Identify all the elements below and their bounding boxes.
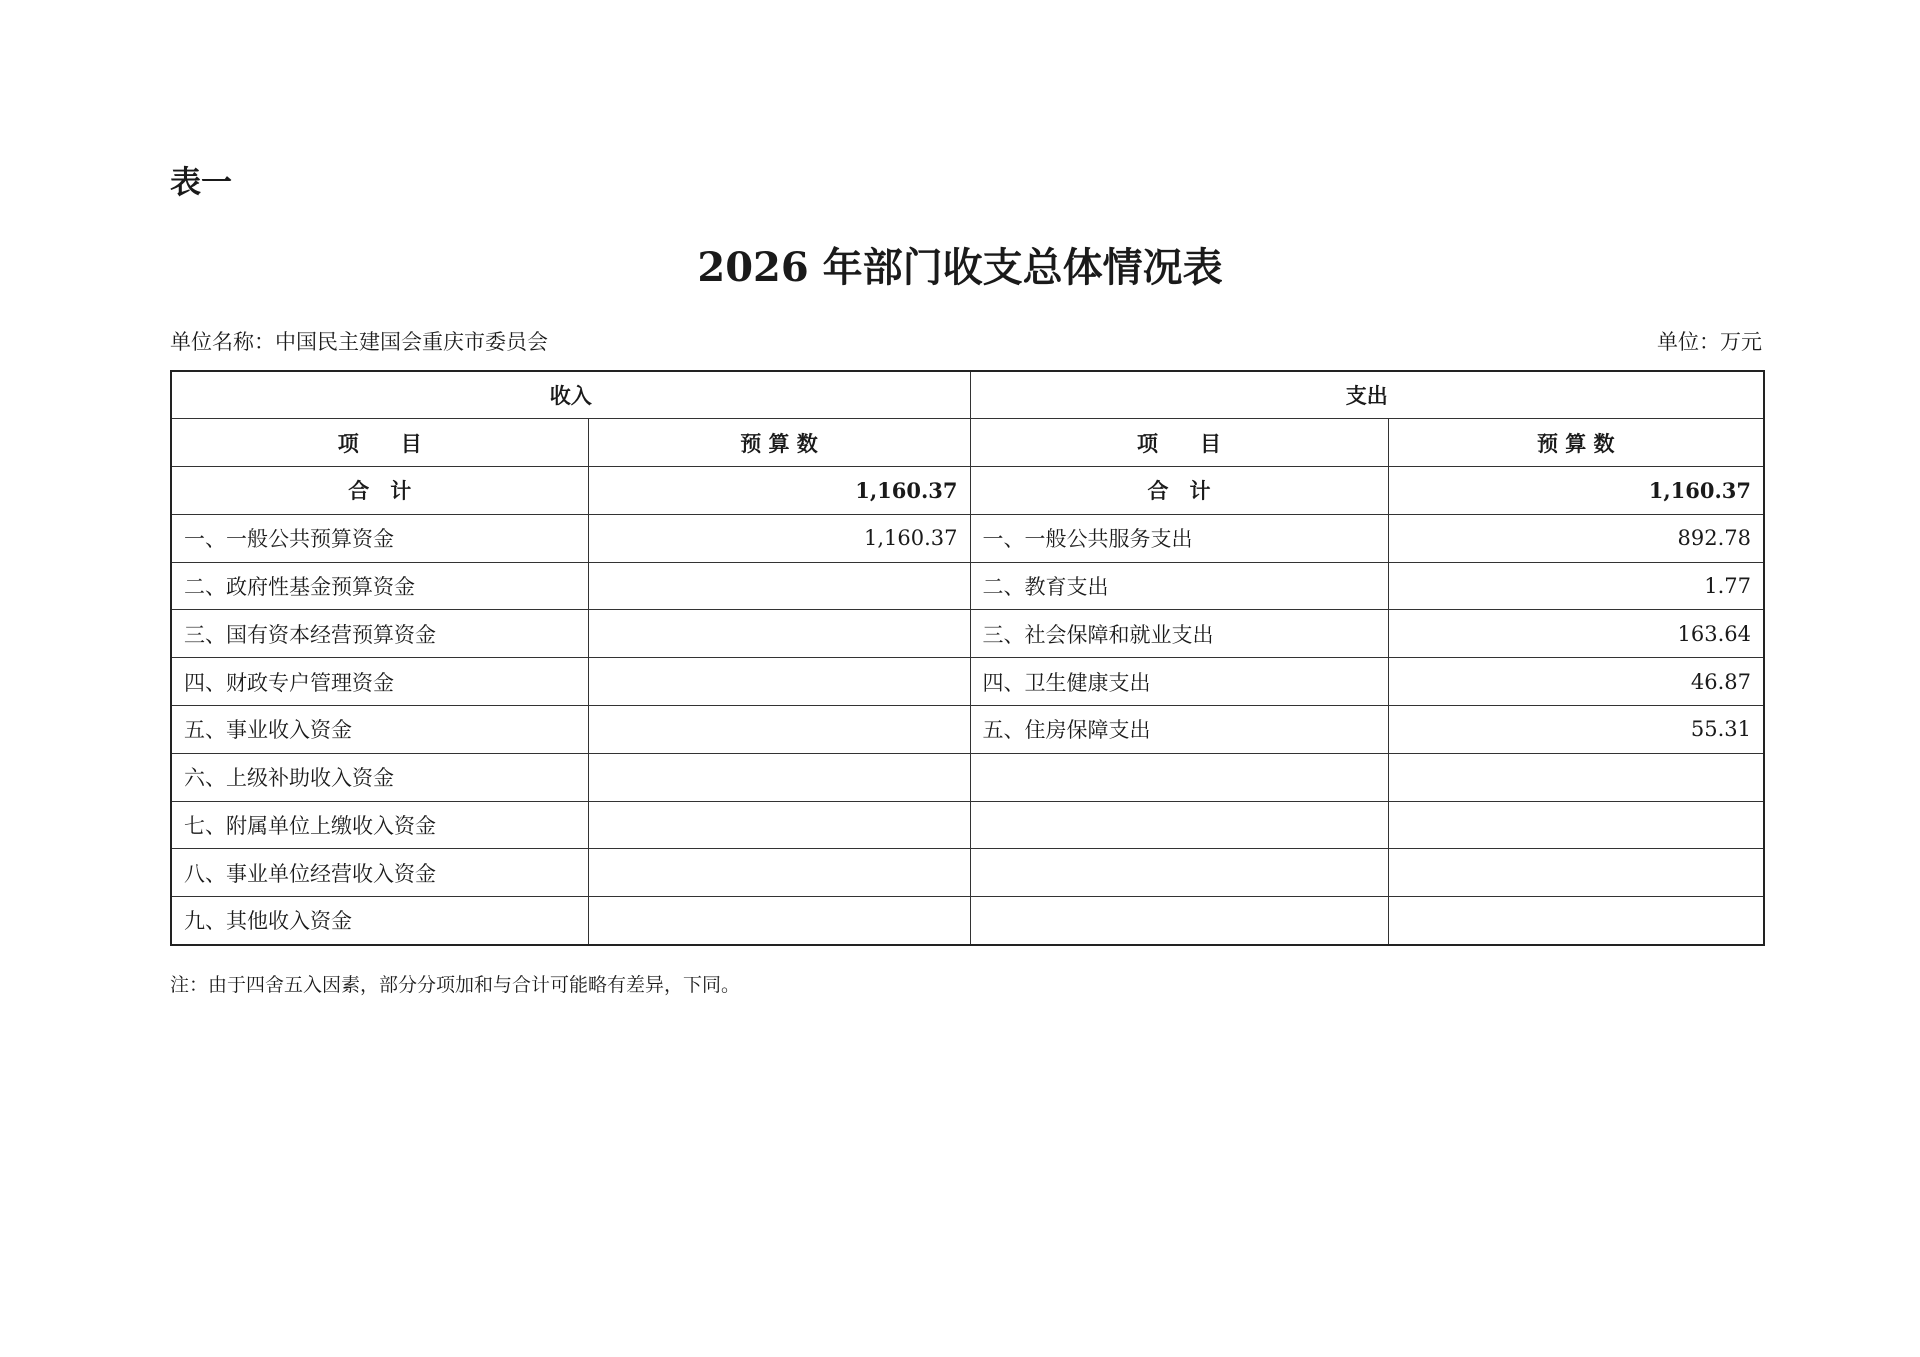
income-item: 一、一般公共预算资金 [171, 514, 588, 562]
expense-total-label: 合 计 [970, 467, 1388, 515]
expense-value: 55.31 [1388, 706, 1764, 754]
expense-total-value: 1,160.37 [1388, 467, 1764, 515]
income-value [588, 658, 970, 706]
expense-item-header: 项 目 [970, 419, 1388, 467]
expense-value: 163.64 [1388, 610, 1764, 658]
total-row [171, 467, 1764, 515]
expense-item [970, 753, 1388, 801]
expense-item [970, 801, 1388, 849]
currency-unit: 单位：万元 [1657, 330, 1762, 354]
expense-value: 1.77 [1388, 562, 1764, 610]
expense-value [1388, 753, 1764, 801]
income-value [588, 897, 970, 945]
expense-item: 一、一般公共服务支出 [970, 514, 1388, 562]
expense-item [970, 849, 1388, 897]
income-value [588, 801, 970, 849]
income-total-value: 1,160.37 [588, 467, 970, 515]
income-item: 七、附属单位上缴收入资金 [171, 801, 588, 849]
income-value [588, 849, 970, 897]
income-item: 二、政府性基金预算资金 [171, 562, 588, 610]
expense-value [1388, 801, 1764, 849]
expense-item [970, 897, 1388, 945]
footnote: 注：由于四舍五入因素，部分分项加和与合计可能略有差异，下同。 [170, 974, 741, 996]
income-budget-header: 预 算 数 [588, 419, 970, 467]
income-total-label: 合 计 [171, 467, 588, 515]
income-header: 收入 [171, 371, 970, 419]
table-row [171, 897, 1764, 945]
expense-item: 二、教育支出 [970, 562, 1388, 610]
expense-item: 三、社会保障和就业支出 [970, 610, 1388, 658]
expense-value: 46.87 [1388, 658, 1764, 706]
table-row [171, 753, 1764, 801]
income-value [588, 753, 970, 801]
table-row [171, 849, 1764, 897]
table-number-label: 表一 [170, 165, 232, 201]
income-item: 九、其他收入资金 [171, 897, 588, 945]
income-item: 四、财政专户管理资金 [171, 658, 588, 706]
table-row [171, 514, 1764, 562]
expense-budget-header: 预 算 数 [1388, 419, 1764, 467]
expense-header: 支出 [970, 371, 1764, 419]
income-value [588, 610, 970, 658]
expense-value [1388, 897, 1764, 945]
table-row [171, 610, 1764, 658]
table-row [171, 706, 1764, 754]
table-row [171, 562, 1764, 610]
income-item: 八、事业单位经营收入资金 [171, 849, 588, 897]
income-value: 1,160.37 [588, 514, 970, 562]
table-row [171, 658, 1764, 706]
income-item: 五、事业收入资金 [171, 706, 588, 754]
group-header-row [171, 371, 1764, 419]
income-item: 六、上级补助收入资金 [171, 753, 588, 801]
expense-value [1388, 849, 1764, 897]
document-title: 2026 年部门收支总体情况表 [697, 244, 1223, 291]
income-item-header: 项 目 [171, 419, 588, 467]
income-item: 三、国有资本经营预算资金 [171, 610, 588, 658]
expense-value: 892.78 [1388, 514, 1764, 562]
unit-name: 单位名称：中国民主建国会重庆市委员会 [170, 330, 548, 354]
column-header-row [171, 419, 1764, 467]
expense-item: 四、卫生健康支出 [970, 658, 1388, 706]
income-value [588, 562, 970, 610]
expense-item: 五、住房保障支出 [970, 706, 1388, 754]
income-value [588, 706, 970, 754]
table-row [171, 801, 1764, 849]
budget-summary-table [170, 370, 1765, 946]
